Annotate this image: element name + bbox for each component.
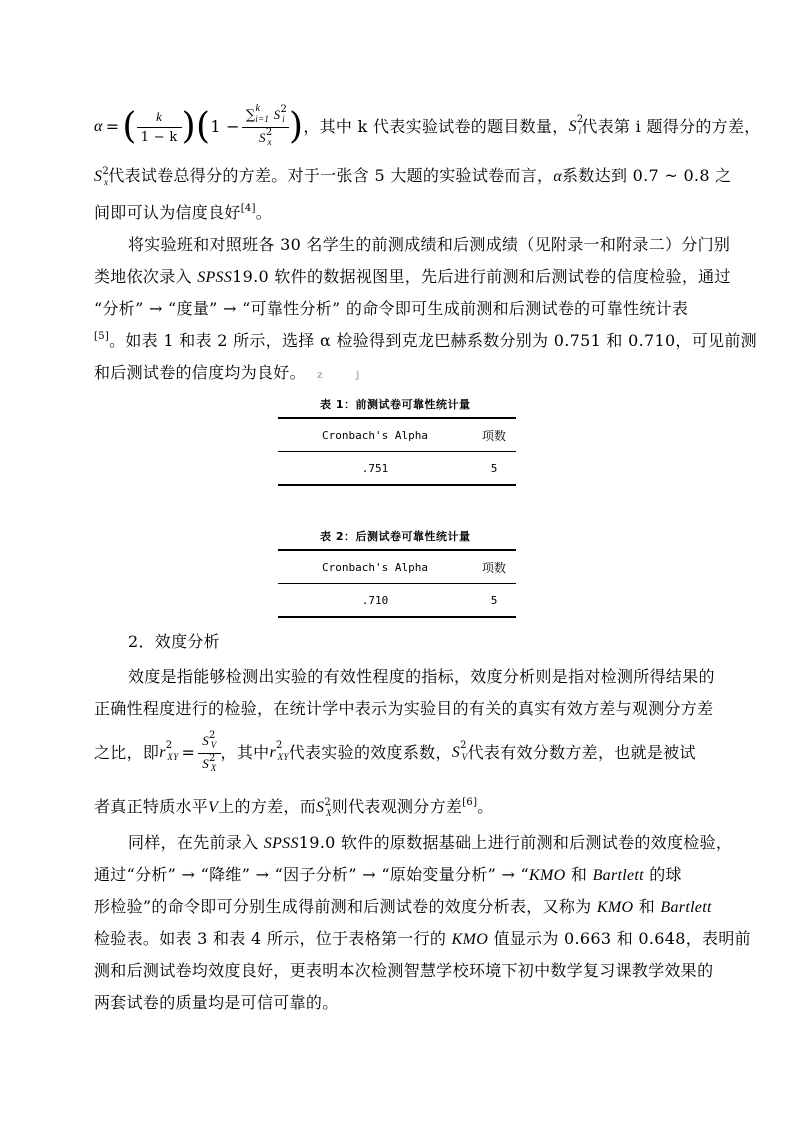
para2-line1: 将实验班和对照班各 30 名学生的前测成绩和后测成绩（见附录一和附录二）分门别 (128, 235, 731, 254)
right-paren-2: ) (288, 106, 304, 147)
k-over-1-minus-k: $\frac{k}{1 - k}$ (137, 107, 182, 148)
table2-data-row (278, 584, 516, 618)
para2-line3: “分析” → “度量” → “可靠性分析” 的命令即可生成前测和后测试卷的可靠性统计表 (94, 299, 689, 318)
table1-header-row (278, 418, 516, 452)
table2 (278, 549, 516, 618)
table2-col2: 项数 (482, 560, 507, 575)
formula-text-after2: 代表第 i 题得分的方差， (581, 117, 761, 136)
para4-line4: 检验表。如表 3 和表 4 所示，位于表格第一行的 KMO 值显示为 0.663 和 0.648，表明前 (94, 929, 751, 948)
para3-line2: 正确性程度进行的检验，在统计学中表示为实验目的有关的真实有效方差与观测分方差 (94, 699, 714, 718)
left-paren: ( (122, 106, 137, 147)
table2-caption: 表 2：后测试卷可靠性统计量 (320, 530, 471, 543)
table1-data-row (278, 452, 516, 486)
table2-header-row (278, 550, 516, 584)
right-paren: ) (181, 106, 196, 147)
table1-col2: 项数 (482, 428, 507, 443)
para1-line3: 间即可认为信度良好[4]。 (94, 203, 273, 222)
para4-line5: 测和后测试卷均效度良好，更表明本次检测智慧学校环境下初中数学复习课教学效果的 (94, 961, 714, 980)
sum-fraction: $\frac{\sum^k_{i=1} S^2_i}{S^2_x}$ (242, 105, 289, 150)
section2-heading: 2．效度分析 (128, 632, 220, 651)
para2-line5: 和后测试卷的信度均为良好。 z j (94, 363, 360, 382)
table1-caption: 表 1：前测试卷可靠性统计量 (320, 398, 471, 411)
formula-text-after: ，其中 k 代表实验试卷的题目数量， (303, 117, 569, 136)
para2-line2: 类地依次录入 SPSS19.0 软件的数据视图里，先后进行前测和后测试卷的信度检验，通过 (94, 267, 731, 286)
table1 (278, 417, 516, 486)
alpha-formula-line: α = ( $\frac{k}{1 - k}$ ) ( 1 − $\frac{\sum^k_{i=1} S^2_i}{S^2_x}$ ) ，其中 k 代表实验试卷的题目数量， S 2 i 代表第 i 题得分的方差， (94, 99, 761, 155)
para3-line1: 效度是指能够检测出实验的有效性程度的指标，效度分析则是指对检测所得结果的 (128, 667, 715, 686)
table2-val2: 5 (490, 593, 498, 607)
table2-val1: .710 (361, 593, 389, 607)
para3-line3: 之比，即 r 2 XY = $\frac{S^2_V}{S^2_X}$ ，其中 r 2 XY 代表实验的效度系数， S 2 V 代表有效分数方差，也就是被试 (94, 728, 696, 778)
para4-line3: 形检验”的命令即可分别生成得前测和后测试卷的效度分析表，又称为 KMO 和 Bartlett (94, 897, 712, 916)
para2-line4: [5]。如表 1 和表 2 所示，选择 α 检验得到克龙巴赫系数分别为 0.751 和 0.710，可见前测 (94, 331, 757, 350)
table1-val1: .751 (361, 461, 389, 475)
para4-line6: 两套试卷的质量均是可信可靠的。 (94, 993, 339, 1012)
para4-line2: 通过“分析” → “降维” → “因子分析” → “原始变量分析” → “KMO 和 Bartlett 的球 (94, 865, 682, 884)
table2-col1: Cronbach's Alpha (322, 560, 428, 574)
alpha-symbol: α (94, 118, 103, 135)
table1-val2: 5 (490, 461, 498, 475)
equals-sign: = (105, 117, 120, 136)
validity-fraction: $\frac{S^2_V}{S^2_X}$ (198, 731, 220, 776)
para4-line1: 同样，在先前录入 SPSS19.0 软件的原数据基础上进行前测和后测试卷的效度检验， (128, 833, 733, 852)
table1-col1: Cronbach's Alpha (322, 428, 428, 442)
left-paren-2: ( (195, 106, 211, 147)
one-minus: 1 − (210, 117, 240, 136)
para1-line2: $S^2_x$代表试卷总得分的方差。对于一张含 5 大题的实验试卷而言，α系数达到 0.7 ~ 0.8 之 (94, 166, 732, 187)
para3-line4: 者真正特质水平V上的方差，而$S^2_X$则代表观测分方差[6]。 (94, 797, 494, 818)
